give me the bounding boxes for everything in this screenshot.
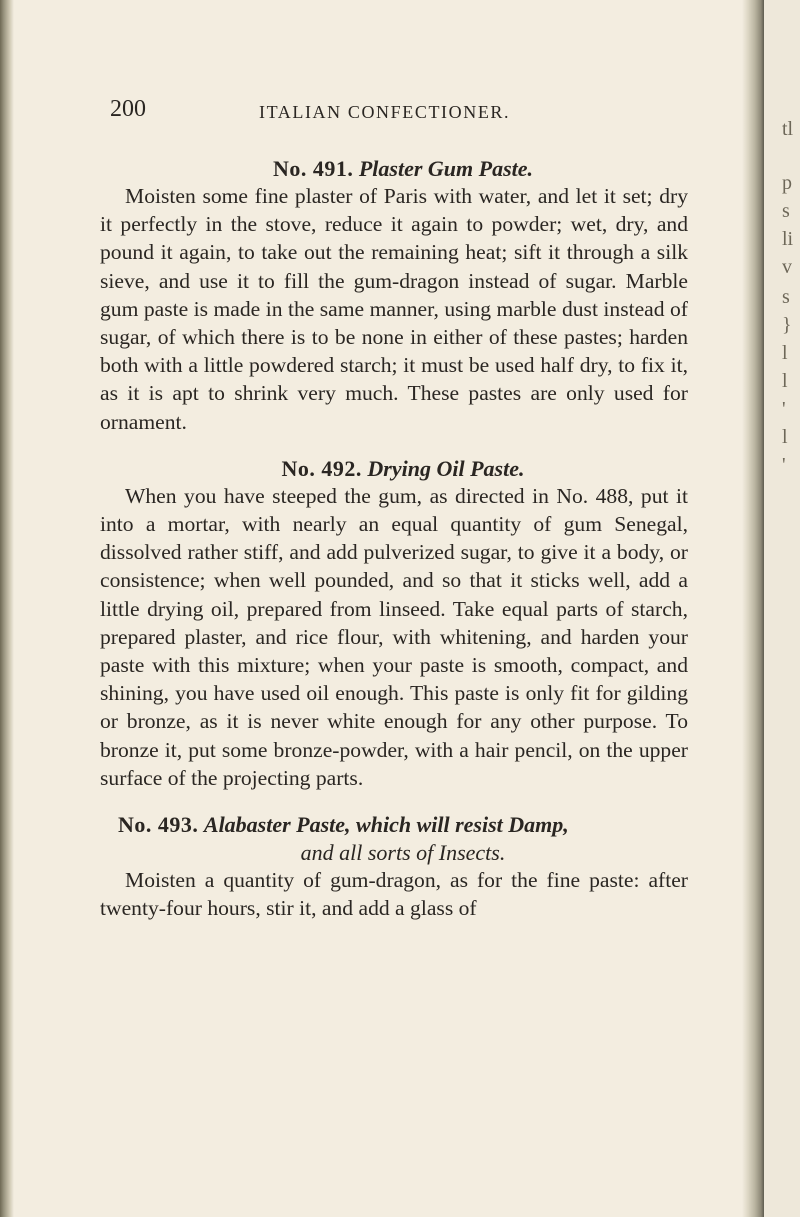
next-page-fragment: ' (782, 454, 786, 476)
next-page-fragment: l (782, 370, 788, 392)
book-gutter (742, 0, 764, 1217)
recipe-title: Alabaster Paste, which will resist Damp, (203, 812, 569, 838)
recipe-heading-491 (100, 156, 688, 182)
next-page-fragment: v (782, 256, 792, 278)
next-page-fragment: p (782, 172, 792, 194)
next-page-fragment: ' (782, 398, 786, 420)
recipe-heading-493 (100, 812, 688, 866)
next-page-fragment: tl (782, 118, 794, 140)
next-page-fragment: } (782, 314, 792, 336)
recipe-number: No. 492. (281, 455, 362, 481)
next-page-fragment: li (782, 228, 794, 250)
page-number: 200 (110, 96, 146, 122)
next-page-fragment: l (782, 426, 788, 448)
book-page (100, 88, 688, 922)
next-page-sliver (764, 0, 800, 1217)
recipe-body-492: When you have steeped the gum, as directed in No. 488, put it into a mortar, with nearly an equal quantity of gum Senegal, dissolved rather stiff, and add pulverized sugar, to give it a body, or consistence; when well pounded, and so that it sticks well, add a little drying oil, prepared from linseed. Take equal parts of starch, prepared plaster, and rice flour, with whitening, and harden your paste with this mixture; when your paste is smooth, compact, and shining, you have used oil enough. This paste is only fit for gilding or bronze, as it is never white enough for any other purpose. To bronze it, put some bronze-powder, with a hair pencil, on the upper surface of the projecting parts. (100, 483, 688, 790)
next-page-fragment: s (782, 286, 790, 308)
recipe-heading-492 (100, 456, 688, 482)
recipe-title: Drying Oil Paste. (367, 455, 525, 481)
recipe-subtitle: and all sorts of Insects. (300, 840, 506, 866)
next-page-fragment: l (782, 342, 788, 364)
next-page-fragment: s (782, 200, 790, 222)
recipe-title: Plaster Gum Paste. (358, 156, 534, 181)
running-head: ITALIAN CONFECTIONER. (259, 102, 511, 122)
recipe-body-491: Moisten some fine plaster of Paris with water, and let it set; dry it perfectly in the stove, reduce it again to powder; wet, dry, and pound it again, to take out the remaining heat; sift it through a silk sieve, and use it to fill the gum-dragon instead of sugar. Marble gum paste is made in the same manner, using marble dust instead of sugar, of which there is to be none in either of these pastes; harden both with a little powdered starch; it must be used half dry, to fix it, as it is apt to shrink very much. These pastes are only used for ornament. (100, 184, 688, 434)
recipe-body-493: Moisten a quantity of gum-dragon, as for the fine paste: after twenty-four hours, stir it, and add a glass of (100, 868, 688, 921)
recipe-number: No. 491. (272, 156, 354, 181)
page-header (100, 88, 688, 128)
page-left-edge (0, 0, 14, 1217)
recipe-number: No. 493. (118, 812, 199, 838)
